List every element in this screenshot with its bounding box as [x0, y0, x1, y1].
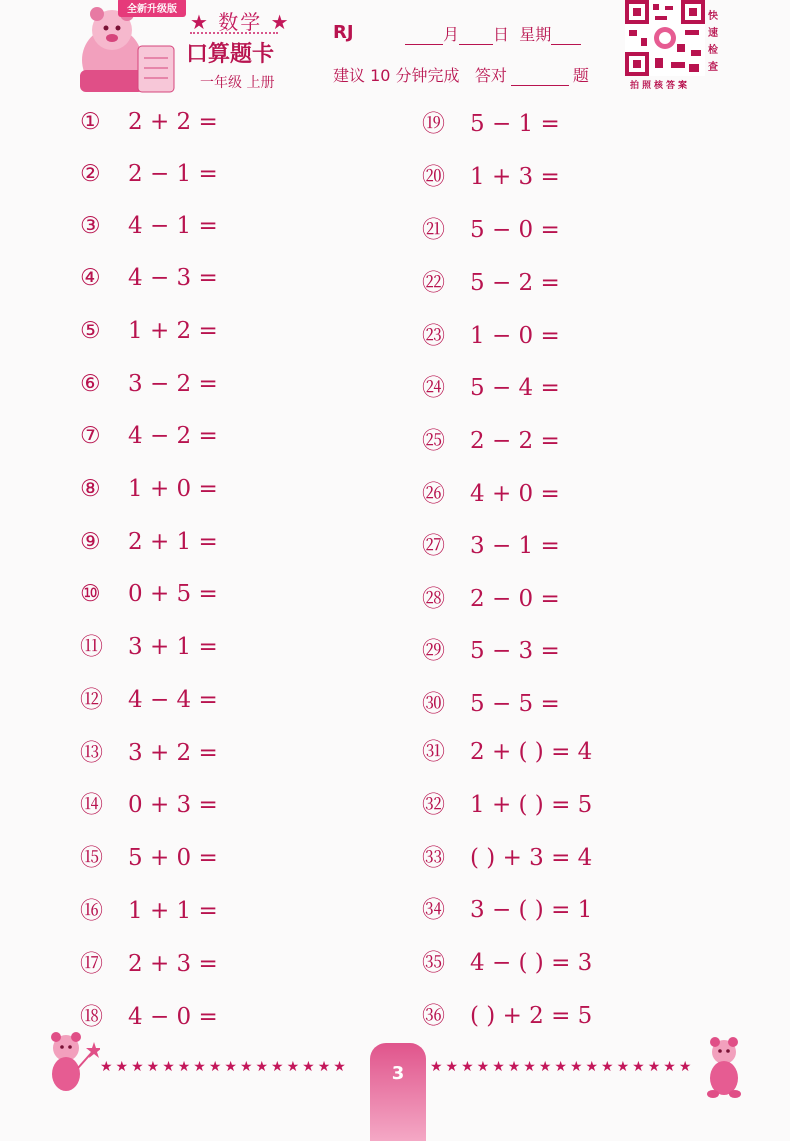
- problem-item: [422, 998, 592, 1034]
- problem-item: [80, 471, 218, 507]
- grade-label: 一年级 上册: [200, 75, 275, 91]
- problem-number: ⑦: [80, 423, 101, 449]
- problem-expression: 2 + ( ) = 4: [470, 739, 593, 765]
- problem-number: ㉕: [422, 428, 445, 454]
- problem-number: ㉒: [422, 270, 445, 296]
- problem-number: ㉟: [422, 950, 445, 976]
- problem-number: ⑳: [422, 164, 445, 190]
- problem-expression: 4 − 0 =: [128, 1004, 218, 1030]
- problem-item: [422, 265, 560, 301]
- problem-item: [80, 682, 218, 718]
- problem-item: [422, 734, 592, 770]
- problem-expression: 2 + 1 =: [128, 529, 218, 555]
- problem-number: ⑤: [80, 318, 101, 344]
- problem-number: ⑬: [80, 740, 103, 766]
- problem-item: [80, 946, 218, 982]
- problem-number: ㉖: [422, 481, 445, 507]
- problem-number: ⑫: [80, 687, 103, 713]
- problem-expression: 5 − 3 =: [470, 638, 560, 664]
- problem-number: ②: [80, 161, 101, 187]
- page-number-tab: [370, 1043, 426, 1141]
- problem-expression: 4 − 2 =: [128, 423, 218, 449]
- problem-expression: 3 − 2 =: [128, 371, 218, 397]
- problem-number: ①: [80, 109, 101, 135]
- title-divider: [190, 32, 278, 34]
- problem-expression: 5 − 5 =: [470, 691, 560, 717]
- worksheet-header: [0, 0, 790, 110]
- qr-caption: 拍照核答案: [630, 81, 691, 91]
- problem-number: ⑲: [422, 111, 445, 137]
- problem-item: [422, 423, 560, 459]
- month-label: 月: [443, 25, 460, 44]
- problem-expression: 5 + 0 =: [128, 845, 218, 871]
- correct-label: 答对: [474, 66, 507, 85]
- problem-number: ㉑: [422, 217, 445, 243]
- problem-expression: 1 + 1 =: [128, 898, 218, 924]
- problem-expression: 3 − ( ) = 1: [470, 897, 593, 923]
- edition-badge: 全新升级版: [118, 0, 186, 17]
- problem-number: ⑧: [80, 476, 101, 502]
- footer-stars-right: ★★★★★★★★★★★★★★★★★: [430, 1059, 695, 1075]
- problem-item: [422, 212, 560, 248]
- week-blank[interactable]: [551, 44, 581, 45]
- problem-expression: 1 − 0 =: [470, 323, 560, 349]
- problem-item: [80, 999, 218, 1035]
- problem-item: [422, 633, 560, 669]
- problem-item: [422, 106, 560, 142]
- qr-side-char: 检: [708, 45, 718, 56]
- problem-expression: 1 + 0 =: [128, 476, 218, 502]
- problem-item: [422, 581, 560, 617]
- qr-code-icon[interactable]: [625, 0, 705, 76]
- problem-item: [422, 476, 560, 512]
- problem-number: ㉚: [422, 691, 445, 717]
- problem-item: [422, 945, 592, 981]
- advice-line: [333, 63, 589, 86]
- problem-expression: 3 + 1 =: [128, 634, 218, 660]
- problem-number: ㉓: [422, 323, 445, 349]
- advice-text: 建议 10 分钟完成: [333, 66, 460, 85]
- problem-item: [80, 418, 218, 454]
- problem-number: ⑪: [80, 634, 103, 660]
- day-blank[interactable]: [459, 44, 493, 45]
- problem-expression: 3 − 1 =: [470, 533, 560, 559]
- problem-item: [422, 787, 592, 823]
- problem-item: [80, 735, 218, 771]
- correct-unit: 题: [572, 66, 589, 85]
- problem-item: [80, 787, 218, 823]
- problem-number: ⑩: [80, 581, 101, 607]
- problem-expression: 5 − 4 =: [470, 375, 560, 401]
- problem-item: [80, 840, 218, 876]
- qr-side-char: 速: [708, 28, 718, 39]
- problem-expression: 2 + 3 =: [128, 951, 218, 977]
- qr-side-text: [708, 8, 720, 76]
- card-title: 口算题卡: [186, 42, 275, 67]
- problem-item: [422, 840, 592, 876]
- problem-expression: 5 − 0 =: [470, 217, 560, 243]
- problem-number: ㉝: [422, 845, 445, 871]
- problem-item: [422, 686, 560, 722]
- problem-item: [422, 892, 592, 928]
- problem-expression: 0 + 5 =: [128, 581, 218, 607]
- problem-expression: 1 + 3 =: [470, 164, 560, 190]
- problem-number: ⑮: [80, 845, 103, 871]
- problem-number: ㉞: [422, 897, 445, 923]
- problem-number: ㉘: [422, 586, 445, 612]
- footer-stars-left: ★★★★★★★★★★★★★★★★: [100, 1059, 349, 1075]
- bear-mascot-right-icon: [698, 1034, 750, 1100]
- problem-number: ③: [80, 213, 101, 239]
- problem-item: [80, 104, 218, 140]
- subject-title: ★ 数学 ★: [190, 10, 291, 34]
- problem-expression: 1 + ( ) = 5: [470, 792, 593, 818]
- problem-item: [422, 528, 560, 564]
- problem-expression: 0 + 3 =: [128, 792, 218, 818]
- problem-number: ㉗: [422, 533, 445, 559]
- problem-item: [80, 313, 218, 349]
- problem-item: [422, 159, 560, 195]
- problem-expression: 4 + 0 =: [470, 481, 560, 507]
- problem-number: ㊱: [422, 1003, 445, 1029]
- month-blank[interactable]: [405, 44, 443, 45]
- problem-expression: 1 + 2 =: [128, 318, 218, 344]
- problem-number: ⑯: [80, 898, 103, 924]
- problem-expression: 2 − 0 =: [470, 586, 560, 612]
- problem-item: [80, 524, 218, 560]
- page-number: 3: [391, 1063, 405, 1084]
- problem-item: [80, 156, 218, 192]
- problem-item: [80, 208, 218, 244]
- problem-number: ㉛: [422, 739, 445, 765]
- problem-expression: 5 − 1 =: [470, 111, 560, 137]
- qr-side-char: 快: [708, 11, 718, 22]
- problem-expression: 4 − 1 =: [128, 213, 218, 239]
- problem-number: ⑨: [80, 529, 101, 555]
- problem-item: [422, 318, 560, 354]
- problem-expression: 2 − 2 =: [470, 428, 560, 454]
- problem-expression: 4 − 3 =: [128, 265, 218, 291]
- problem-number: ㉔: [422, 375, 445, 401]
- edition-code: RJ: [333, 22, 354, 43]
- problem-number: ④: [80, 265, 101, 291]
- problem-expression: 2 + 2 =: [128, 109, 218, 135]
- problem-expression: 4 − 4 =: [128, 687, 218, 713]
- date-line: [405, 22, 581, 45]
- problem-item: [80, 576, 218, 612]
- problem-item: [80, 893, 218, 929]
- problem-item: [422, 370, 560, 406]
- correct-count-blank[interactable]: [511, 85, 569, 86]
- problem-expression: ( ) + 2 = 5: [470, 1003, 593, 1029]
- bear-mascot-left-icon: [42, 1028, 100, 1098]
- problem-item: [80, 260, 218, 296]
- problem-item: [80, 366, 218, 402]
- problem-expression: ( ) + 3 = 4: [470, 845, 593, 871]
- problem-number: ㉜: [422, 792, 445, 818]
- problem-number: ⑥: [80, 371, 101, 397]
- problem-number: ㉙: [422, 638, 445, 664]
- qr-side-char: 查: [708, 62, 718, 73]
- problem-expression: 4 − ( ) = 3: [470, 950, 593, 976]
- problem-item: [80, 629, 218, 665]
- week-label: 星期: [519, 25, 552, 44]
- problem-number: ⑰: [80, 951, 103, 977]
- problem-number: ⑭: [80, 792, 103, 818]
- problem-expression: 5 − 2 =: [470, 270, 560, 296]
- problem-expression: 3 + 2 =: [128, 740, 218, 766]
- problem-number: ⑱: [80, 1004, 103, 1030]
- day-label: 日: [493, 25, 510, 44]
- problem-expression: 2 − 1 =: [128, 161, 218, 187]
